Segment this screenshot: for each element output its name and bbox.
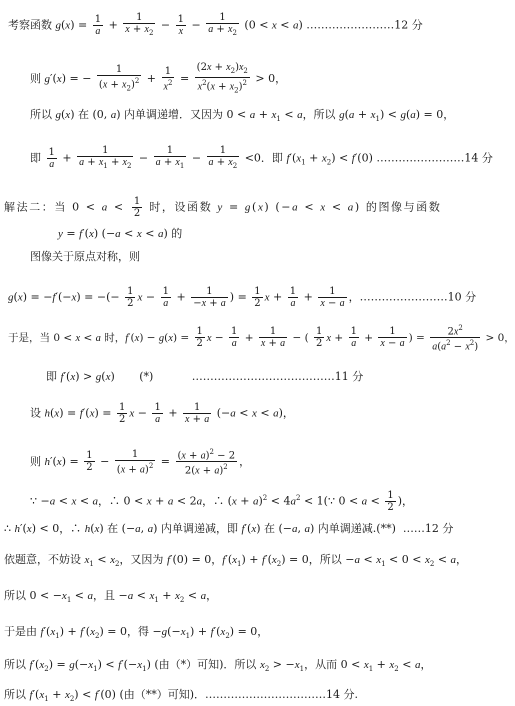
line-6: y = f′(x) (−a < x < a) 的 (58, 227, 183, 240)
line-1: 考察函数 g(x) = $\frac{1}{a}$ + $\frac{1}{x + x_2}$ − $\frac{1}{x}$ − $\frac{1}{a + x_2}$ (0 < x < a) ……………………12 分 (8, 12, 423, 37)
line-3: 所以 g(x) 在 (0, a) 内单调递增．又因为 $0 < a + x_1 < a$，所以 $g(a + x_1) < g(a) = 0$， (30, 108, 455, 124)
line-16: 所以 $0 < -x_1 < a$，且 $-a < x_1 + x_2 < a$， (4, 589, 218, 605)
line-15: 依题意，不妨设 $x_1 < x_2$，又因为 f′(0) = 0，$f'(x_1) + f'(x_2) = 0$，所以 $-a < x_1 < 0 < x_2 < a$， (4, 553, 468, 569)
line-8: g(x) = −f′(−x) = −(− $\frac{1}{2}$ x − $\frac{1}{a}$ + $\frac{1}{-x + a}$ ) = $\frac{1}{2}$ x + $\frac{1}{a}$ + $\frac{1}{x - a}$ ，……………………10 分 (8, 286, 477, 309)
line-14: ∴ h′(x) < 0，∴ h(x) 在 (−a, a) 内单调递减，即 f′(x) 在 (−a, a) 内单调递减.(**) ……12 分 (4, 522, 454, 535)
line-4: 即 $\frac{1}{a}$ + $\frac{1}{a + x_1 + x_2}$ − $\frac{1}{a + x_1}$ − $\frac{1}{a + x_2}$ <0．即 $f'(x_1 + x_2) < f'(0)$ ……………………14 分 (30, 145, 493, 170)
line-2: 则 g′(x) = − $\frac{1}{(x + x_2)^2}$ + $\frac{1}{x^2}$ = $\frac{(2x + x_2)x_2}{x^2(x + x_2)^2}$ > 0， (30, 62, 287, 95)
line-10: 即 f′(x) > g(x) (*) …………………………………11 分 (46, 370, 364, 383)
line-13: ∵ −a < x < a，∴ 0 < x + a < 2a，∴ $(x + a)^2 < 4a^2$ < 1(∵ 0 < a < $\frac{1}{2}$ )， (30, 490, 414, 513)
line-11: 设 h(x) = f′(x) = $\frac{1}{2}$ x − $\frac{1}{a}$ + $\frac{1}{x + a}$ (−a < x < a)， (30, 402, 294, 425)
line-18: 所以 $f'(x_2) = g(-x_1) < f'(-x_1)$ (由（*）可知)．所以 $x_2 > -x_1$，从而 $0 < x_1 + x_2 < a$， (4, 658, 432, 674)
line-17: 于是由 $f'(x_1) + f'(x_2) = 0$，得 $-g(-x_1) + f'(x_2) = 0$， (4, 625, 269, 641)
line-12: 则 h′(x) = $\frac{1}{2}$ − $\frac{1}{(x + a)^2}$ = $\frac{(x + a)^2 - 2}{2(x + a)^2}$ ， (30, 448, 251, 477)
line-19: 所以 $f'(x_1 + x_2) < f'(0)$ (由（**）可知)．……………………………14 分. (4, 688, 359, 704)
line-9: 于是，当 0 < x < a 时，f′(x) − g(x) = $\frac{1}{2}$ x − $\frac{1}{a}$ + $\frac{1}{x + a}$ − ( $\frac{1}{2}$ x + $\frac{1}{a}$ + $\frac{1}{x - a}$ ) = $\frac{2x^2}{a(a^2 - x^2)}$ > 0， (8, 324, 515, 353)
line-5: 解法二：当 0 < a < $\frac{1}{2}$ 时，设函数 y = g(x) (−a < x < a) 的图像与函数 (4, 196, 442, 219)
line-7: 图像关于原点对称，则 (30, 250, 140, 263)
